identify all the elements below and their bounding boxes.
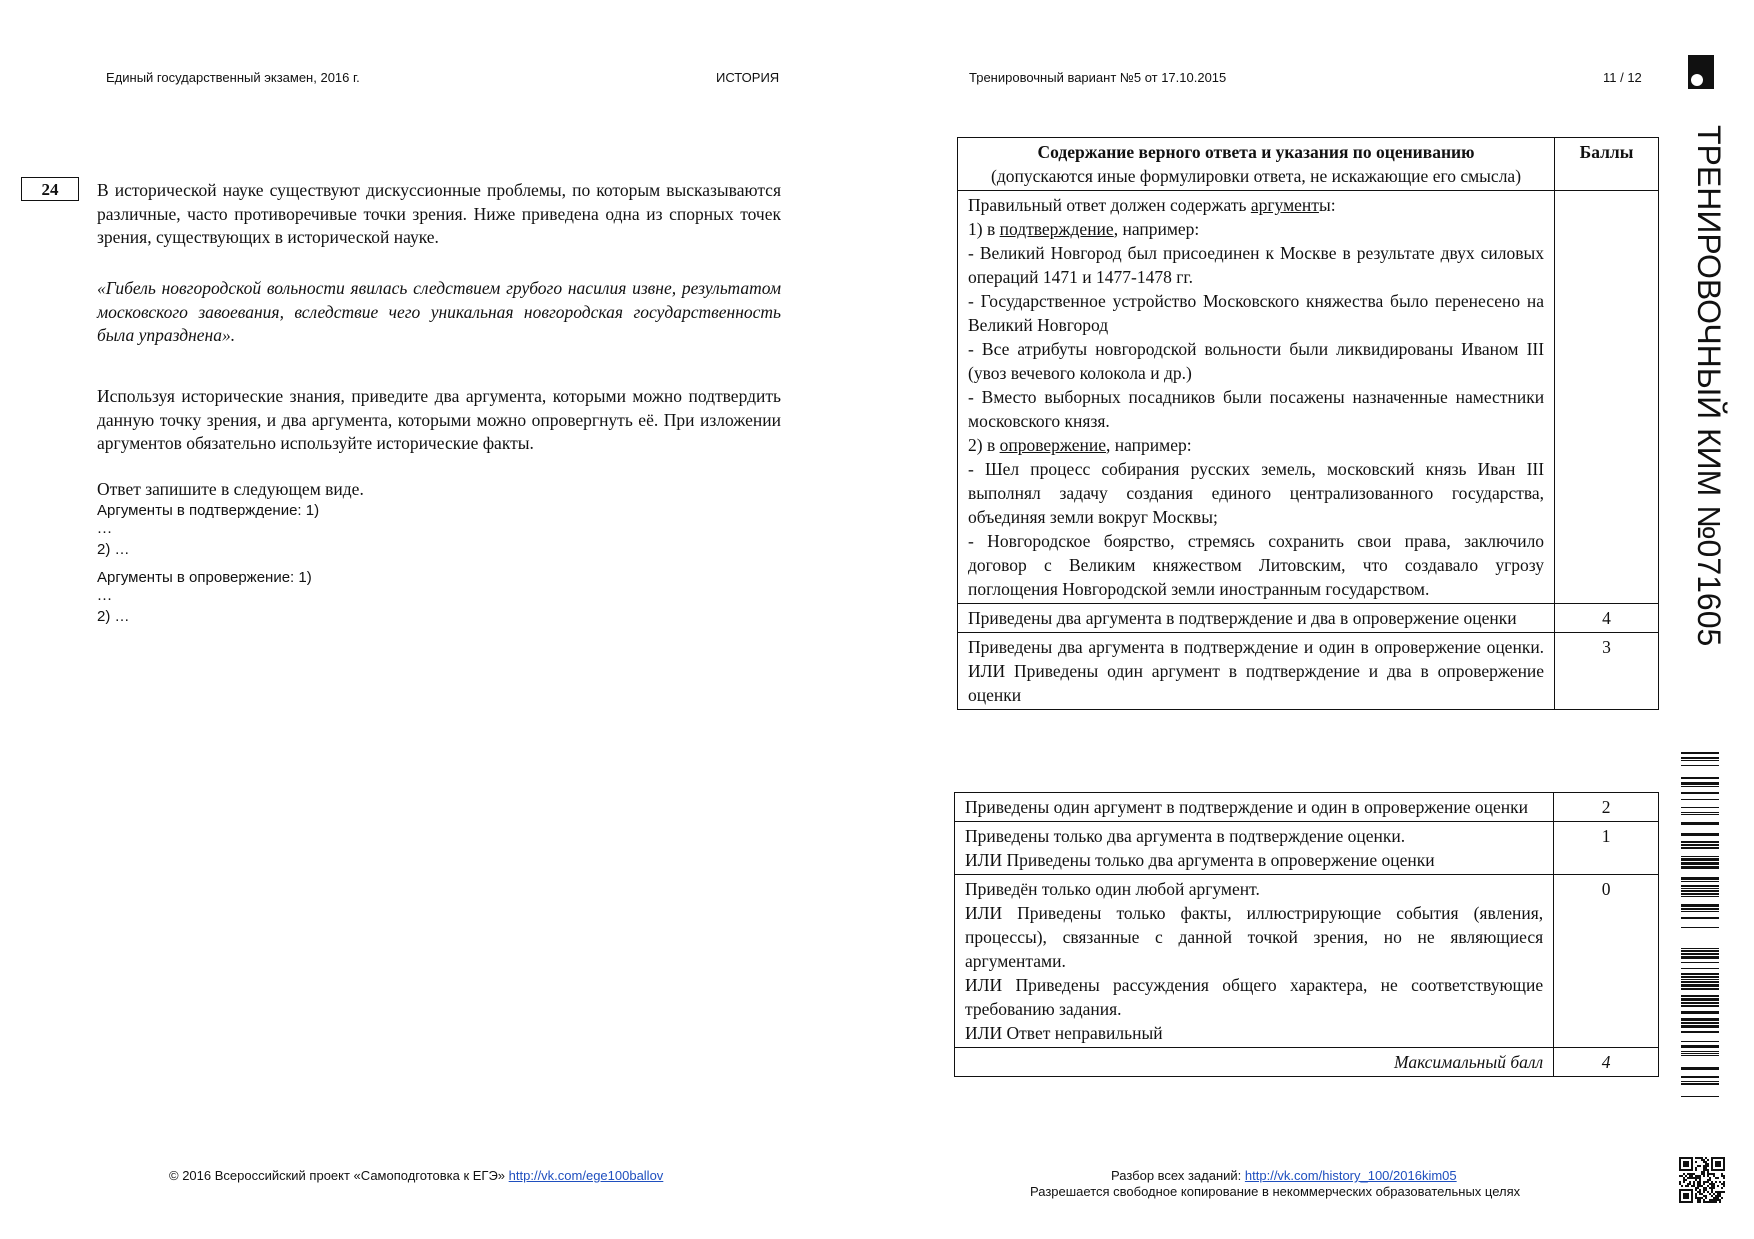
refute-label: Аргументы в опровержение: 1) [97,569,312,586]
criterion-line: ИЛИ Приведены только два аргумента в опровержение оценки [965,850,1435,870]
table-row [958,604,1659,633]
confirm-item-2: 2) … [97,541,130,558]
confirm-heading-text: 1) в [968,219,1000,239]
task-number-box: 24 [21,177,79,201]
vertical-kim-text: ТРЕНИРОВОЧНЫЙ КИМ №071605 [1691,125,1727,647]
criterion-text: Приведены два аргумента в подтверждение и два в опровержение оценки [958,604,1555,633]
corner-marker-icon [1688,55,1714,89]
table-row [958,633,1659,710]
max-score-label: Максимальный балл [955,1048,1554,1077]
criterion-line: ИЛИ Ответ неправильный [965,1023,1163,1043]
refute-heading-underlined: опровержение [999,435,1107,455]
analysis-text: Разбор всех заданий: [1111,1168,1245,1183]
confirm-ellipsis: … [97,521,112,537]
confirm-heading-underlined: подтверждение [999,219,1114,239]
criterion-text: Приведены два аргумента в подтверждение и один в опровержение оценки. ИЛИ Приведены один аргумент в подтверждение и два в опровержение оценки [958,633,1555,710]
analysis-link[interactable]: http://vk.com/history_100/2016kim05 [1244,1168,1457,1183]
criterion-line: ИЛИ Приведены только факты, иллюстрирующие события (явления, процессы), связанные с данной точкой зрения, но не являющиеся аргументами. [965,903,1544,971]
answer-content-cell [958,191,1555,604]
confirm-point: - Великий Новгород был присоединен к Москве в результате двух силовых операций 1471 и 1477-1478 гг. [968,243,1545,287]
refute-point: - Шел процесс собирания русских земель, московский князь Иван III выполнял задачу создания единого централизованного государства, объединяя земли вокруг Москвы; [968,459,1545,527]
refute-item-2: 2) … [97,608,130,625]
confirm-label: Аргументы в подтверждение: 1) [97,502,320,519]
table-row [955,793,1659,822]
task-quote: «Гибель новгородской вольности явилась следствием грубого насилия извне, результатом московского завоевания, вследствие чего уникальная новгородская государственность была упразднена». [97,278,781,345]
answer-form: Ответ запишите в следующем виде. [97,479,364,499]
barcode-icon [1681,752,1719,1100]
footer-analysis [1111,1168,1457,1183]
criterion-text [955,822,1554,875]
footer-copyright [169,1168,663,1183]
footer-license: Разрешается свободное копирование в некоммерческих образовательных целях [1030,1184,1521,1199]
header-note: (допускаются иные формулировки ответа, не искажающие его смысла) [991,166,1522,186]
max-score-row [955,1048,1659,1077]
criterion-line: Приведён только один любой аргумент. [965,879,1260,899]
exam-title: Единый государственный экзамен, 2016 г. [106,70,360,85]
confirm-heading-end: , например: [1113,219,1200,239]
page-number: 11 / 12 [1603,70,1642,85]
variant-title: Тренировочный вариант №5 от 17.10.2015 [969,70,1227,85]
confirm-heading [968,217,1544,241]
table-row [955,822,1659,875]
criterion-line: Приведены только два аргумента в подтверждение оценки. [965,826,1406,846]
refute-heading [968,433,1544,457]
criterion-line: Приведены один аргумент в подтверждение и один в опровержение оценки [965,797,1528,817]
refute-ellipsis: … [97,588,112,604]
vertical-kim-label [1692,125,1726,715]
criterion-text [955,875,1554,1048]
refute-heading-text: 2) в [968,435,1000,455]
criterion-score: 4 [1555,604,1659,633]
answer-score-cell [1555,191,1659,604]
refute-heading-end: , например: [1106,435,1192,455]
answer-content-row [958,191,1659,604]
answer-intro [968,193,1544,217]
refute-point: - Новгородское боярство, стремясь сохранить свои права, заключило договор с Великим княжеством Литовским, что создавало угрозу поглощения Новгородской земли иностранным государством. [968,531,1545,599]
qr-code-icon [1679,1157,1725,1203]
scoring-table-1 [957,137,1659,710]
subject-title: ИСТОРИЯ [716,70,780,85]
criterion-line: ИЛИ Приведены рассуждения общего характера, не соответствующие требованию задания. [965,975,1544,1019]
copyright-link[interactable]: http://vk.com/ege100ballov [508,1168,664,1183]
task-intro: В исторической науке существуют дискуссионные проблемы, по которым высказываются различные, часто противоречивые точки зрения. Ниже приведена одна из спорных точек зрения, существующих в исторической науке. [97,180,781,247]
criterion-score: 2 [1554,793,1659,822]
max-score-value: 4 [1554,1048,1659,1077]
criterion-text [955,793,1554,822]
confirm-point: - Государственное устройство Московского княжества было перенесено на Великий Новгород [968,291,1545,335]
answer-intro-underlined: аргумент [1250,195,1319,215]
criterion-score: 0 [1554,875,1659,1048]
criterion-score: 3 [1555,633,1659,710]
table-row [955,875,1659,1048]
table-header-row [958,138,1659,191]
scoring-table-2 [954,792,1659,1077]
task-instruction: Используя исторические знания, приведите два аргумента, которыми можно подтвердить данную точку зрения, и два аргумента, которыми можно опровергнуть её. При изложении аргументов обязательно используйте исторические факты. [97,386,781,453]
confirm-point: - Вместо выборных посадников были посажены назначенные наместники московского князя. [968,387,1545,431]
criterion-score: 1 [1554,822,1659,875]
answer-intro-text: Правильный ответ должен содержать [968,195,1251,215]
header-score-cell: Баллы [1555,138,1659,191]
confirm-point: - Все атрибуты новгородской вольности были ликвидированы Иваном III (увоз вечевого колокола и др.) [968,339,1545,383]
header-bold: Содержание верного ответа и указания по оцениванию [1037,142,1475,162]
header-content-cell [958,138,1555,191]
answer-intro-end: ы: [1318,195,1336,215]
copyright-text: © 2016 Всероссийский проект «Самоподготовка к ЕГЭ» [169,1168,509,1183]
